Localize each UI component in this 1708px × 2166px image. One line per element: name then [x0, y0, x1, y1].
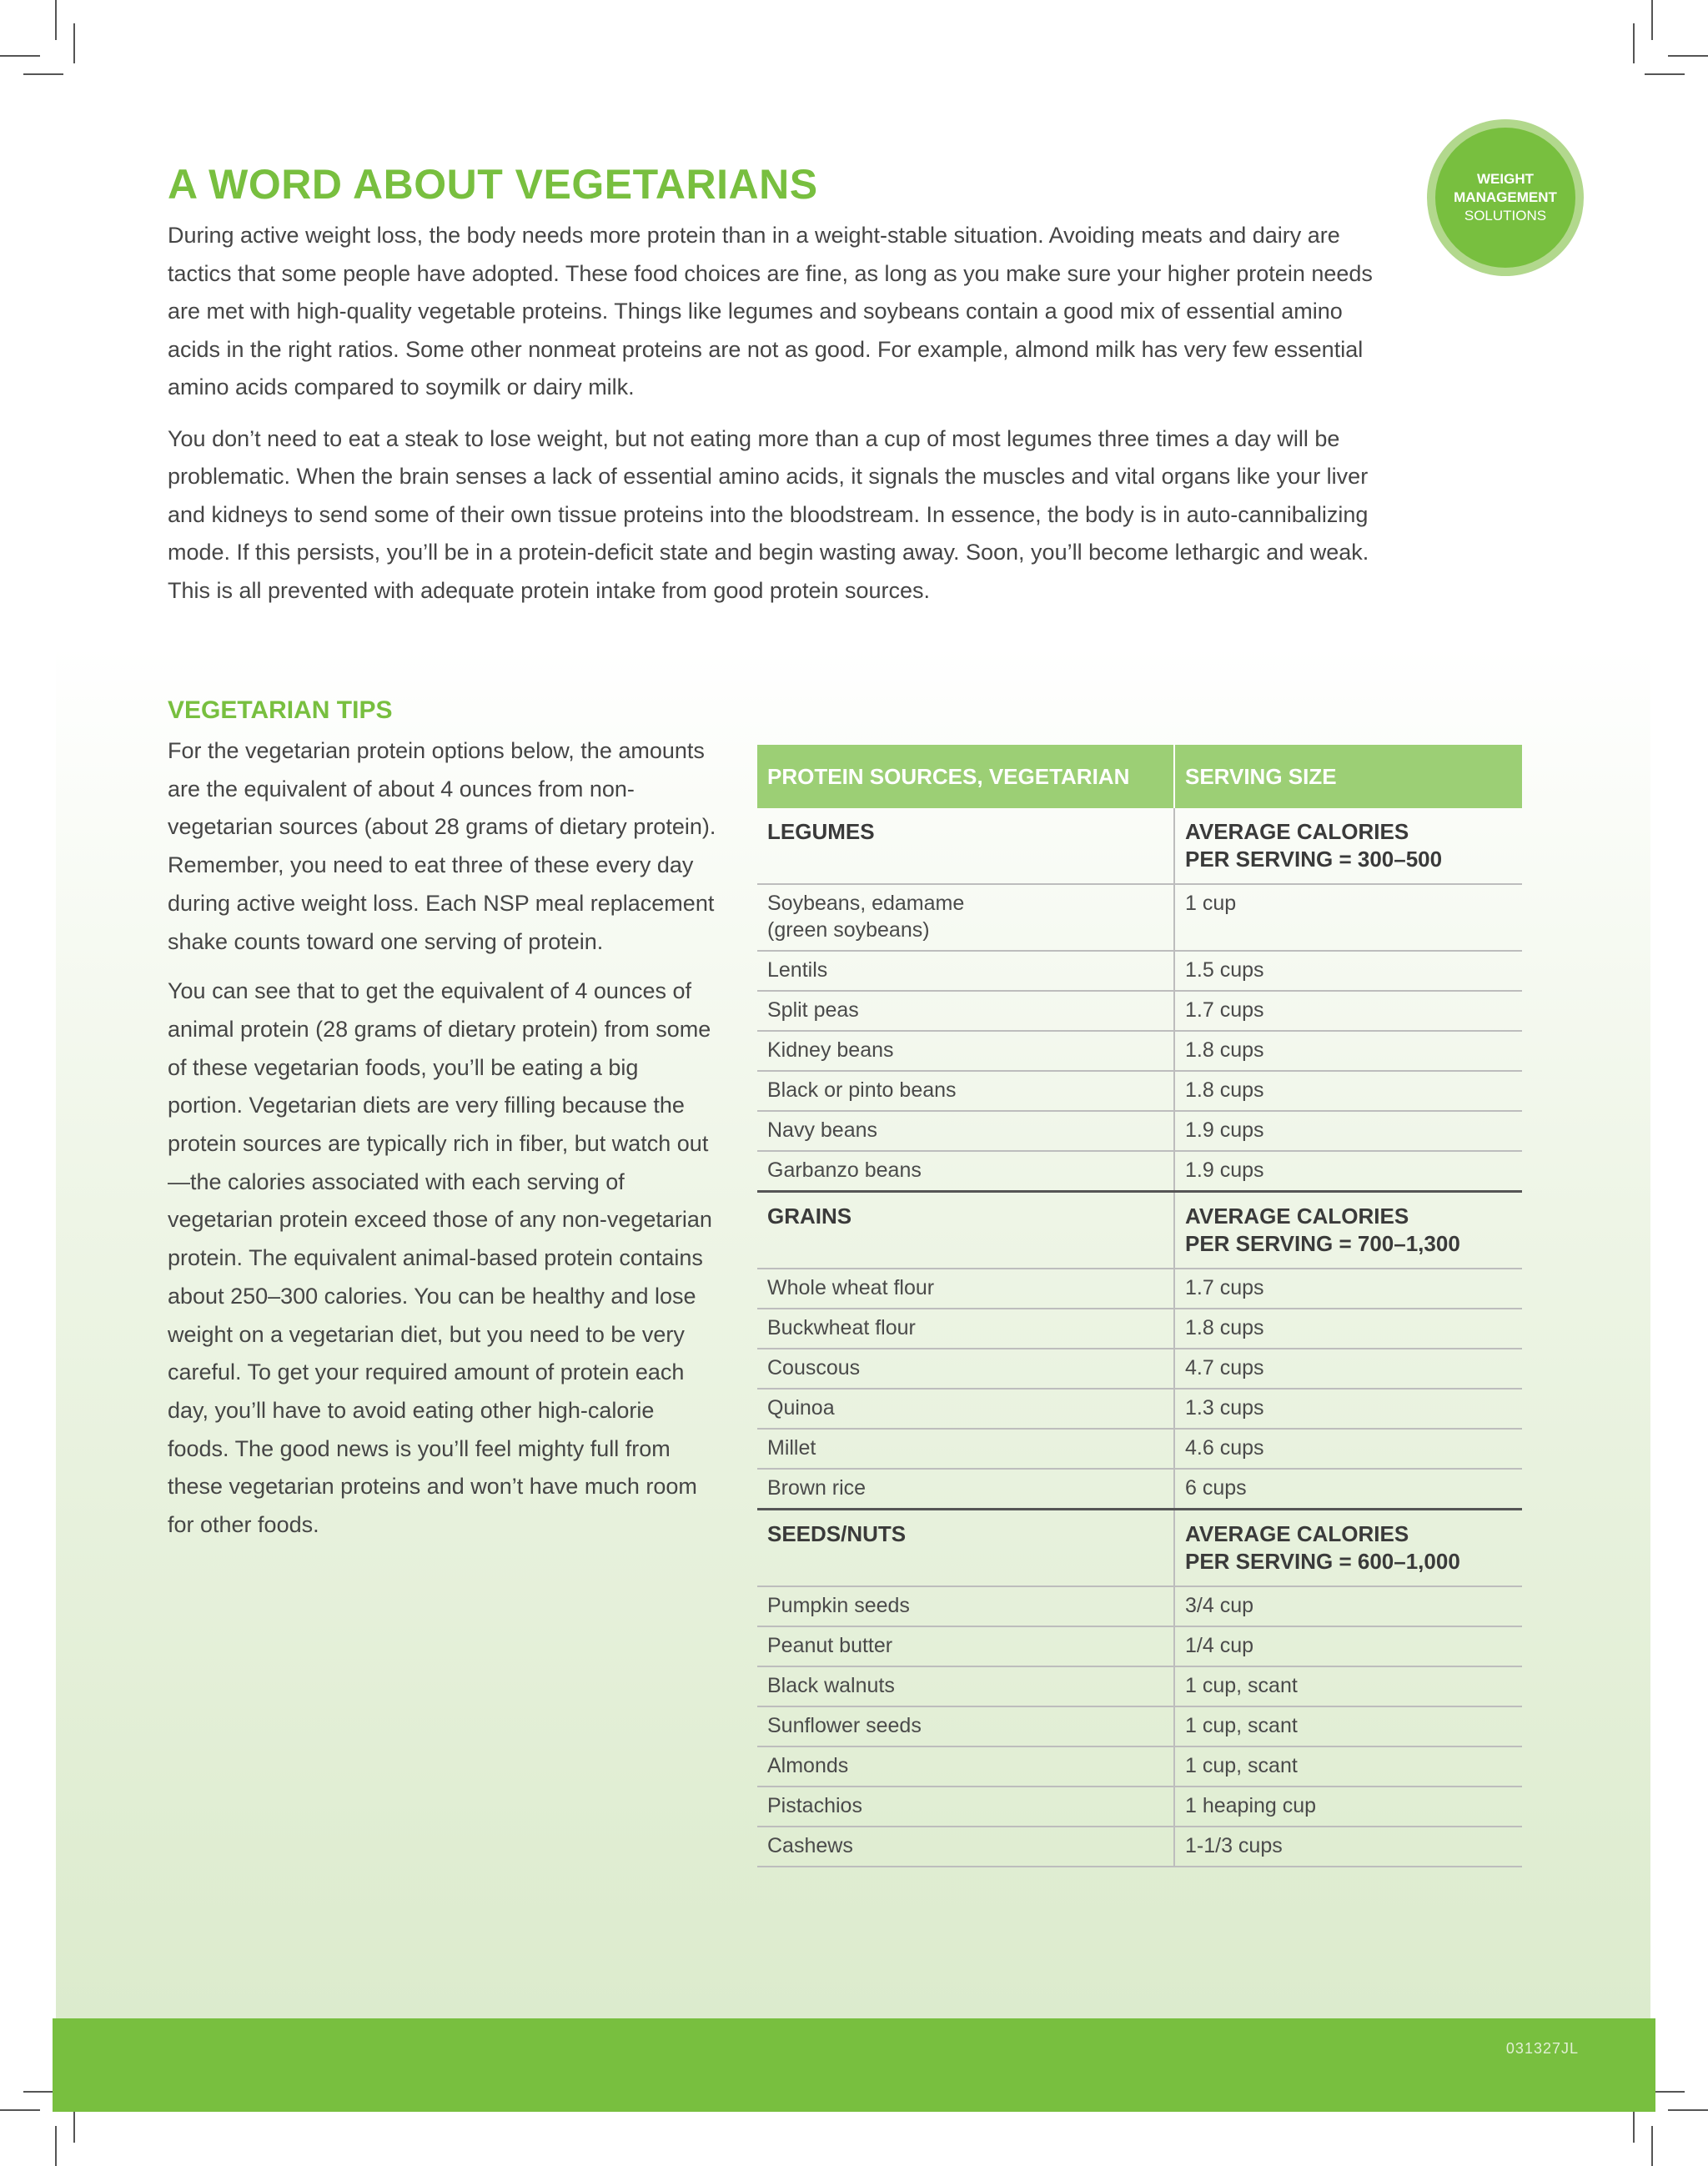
table-row	[757, 1349, 1522, 1389]
page-title: A WORD ABOUT VEGETARIANS	[168, 161, 818, 208]
table-row	[757, 1706, 1522, 1746]
calories-line: AVERAGE CALORIES	[1185, 819, 1409, 844]
serving-cell: 6 cups	[1174, 1469, 1522, 1510]
tips-paragraph: You can see that to get the equivalent of 4 ounces of animal protein (28 grams of dietary protein) from some of these vegetarian foods, you’ll be eating a big portion. Vegetarian diets are very filling because the protein sources are typically rich in fiber, but watch out—the calories associated with each serving of vegetarian protein exceed those of any non-vegetarian protein. The equivalent animal-based protein contains about 250–300 calories. You can be healthy and lose weight on a vegetarian diet, but you need to be very careful. To get your required amount of protein each day, you’ll have to avoid eating other high-calorie foods. The good news is you’ll feel mighty full from these vegetarian proteins and won’t have much room for other foods.	[168, 978, 712, 1538]
job-code: 031327JL	[1505, 2040, 1579, 2057]
section-calories	[1174, 1192, 1522, 1269]
table-row	[757, 1389, 1522, 1429]
food-name: Soybeans, edamame	[767, 892, 965, 915]
tips-paragraph: For the vegetarian protein options below, the amounts are the equivalent of about 4 ounces from non-vegetarian sources (about 28 grams of dietary protein). Remember, you need to eat three of these every day during active weight loss. Each NSP meal replacement shake counts toward one serving of protein.	[168, 738, 716, 954]
section-name: SEEDS/NUTS	[757, 1510, 1174, 1587]
crop-mark	[1668, 2109, 1708, 2111]
table-row	[757, 1111, 1522, 1151]
serving-cell: 1.7 cups	[1174, 991, 1522, 1031]
food-name-sub: (green soybeans)	[767, 918, 930, 942]
food-cell: Whole wheat flour	[757, 1269, 1174, 1309]
table-row	[757, 951, 1522, 991]
intro-paragraph: During active weight loss, the body needs more protein than in a weight-stable situation. Avoiding meats and dairy are tactics that some people have adopted. These food choices are fine, as long as you make sure your higher protein needs are met with high-quality vegetable proteins. Things like legumes and soybeans contain a good mix of essential amino acids in the right ratios. Some other nonmeat proteins are not as good. For example, almond milk has very few essential amino acids compared to soymilk or dairy milk.	[168, 223, 1373, 400]
footer-bar	[53, 2018, 1655, 2112]
serving-cell: 3/4 cup	[1174, 1586, 1522, 1626]
crop-mark	[0, 2109, 40, 2111]
calories-line: PER SERVING = 700–1,300	[1185, 1231, 1460, 1256]
table-row	[757, 1827, 1522, 1867]
crop-mark	[1651, 0, 1653, 40]
protein-sources-table	[757, 745, 1522, 1867]
section-row-seeds-nuts	[757, 1510, 1522, 1587]
food-cell: Couscous	[757, 1349, 1174, 1389]
section-name: GRAINS	[757, 1192, 1174, 1269]
intro-paragraph: You don’t need to eat a steak to lose weight, but not eating more than a cup of most legumes three times a day will be problematic. When the brain senses a lack of essential amino acids, it signals the muscles and vital organs like your liver and kidneys to send some of their own tissue proteins into the bloodstream. In essence, the body is in auto-cannibalizing mode. If this persists, you’ll be in a protein-deficit state and begin wasting away. Soon, you’ll become lethargic and weak. This is all prevented with adequate protein intake from good protein sources.	[168, 425, 1369, 603]
intro-text	[168, 217, 1385, 623]
serving-cell: 1.3 cups	[1174, 1389, 1522, 1429]
column-header: PROTEIN SOURCES, VEGETARIAN	[757, 745, 1174, 808]
food-cell: Quinoa	[757, 1389, 1174, 1429]
table-row	[757, 1746, 1522, 1787]
crop-mark	[1633, 23, 1635, 63]
food-cell: Millet	[757, 1429, 1174, 1469]
food-cell: Sunflower seeds	[757, 1706, 1174, 1746]
food-cell	[757, 884, 1174, 951]
calories-line: AVERAGE CALORIES	[1185, 1521, 1409, 1546]
serving-cell: 1.5 cups	[1174, 951, 1522, 991]
table-row	[757, 991, 1522, 1031]
food-cell: Almonds	[757, 1746, 1174, 1787]
table-row	[757, 1469, 1522, 1510]
tips-heading: VEGETARIAN TIPS	[168, 696, 393, 724]
table-row	[757, 1666, 1522, 1706]
crop-mark	[55, 2126, 57, 2166]
table-row	[757, 884, 1522, 951]
table-row	[757, 1309, 1522, 1349]
food-cell: Garbanzo beans	[757, 1151, 1174, 1192]
serving-cell: 1.8 cups	[1174, 1071, 1522, 1111]
crop-mark	[0, 55, 40, 57]
serving-cell: 1/4 cup	[1174, 1626, 1522, 1666]
food-cell: Lentils	[757, 951, 1174, 991]
table-row	[757, 1429, 1522, 1469]
badge-line: SOLUTIONS	[1464, 208, 1547, 224]
crop-mark	[1645, 73, 1685, 75]
food-cell: Buckwheat flour	[757, 1309, 1174, 1349]
food-cell: Peanut butter	[757, 1626, 1174, 1666]
badge-line: MANAGEMENT	[1454, 189, 1557, 205]
crop-mark	[1668, 55, 1708, 57]
serving-cell: 4.6 cups	[1174, 1429, 1522, 1469]
serving-cell: 1.8 cups	[1174, 1031, 1522, 1071]
food-cell: Cashews	[757, 1827, 1174, 1867]
table-row	[757, 1031, 1522, 1071]
weight-management-badge	[1435, 128, 1575, 268]
serving-cell: 1 cup, scant	[1174, 1746, 1522, 1787]
serving-cell: 1 heaping cup	[1174, 1787, 1522, 1827]
crop-mark	[1651, 2126, 1653, 2166]
serving-cell: 1.8 cups	[1174, 1309, 1522, 1349]
crop-mark	[55, 0, 57, 40]
section-row-legumes	[757, 808, 1522, 884]
tips-text	[168, 732, 718, 1556]
serving-cell: 1 cup	[1174, 884, 1522, 951]
serving-cell: 4.7 cups	[1174, 1349, 1522, 1389]
food-cell: Split peas	[757, 991, 1174, 1031]
serving-cell: 1 cup, scant	[1174, 1666, 1522, 1706]
food-cell: Kidney beans	[757, 1031, 1174, 1071]
serving-cell: 1.7 cups	[1174, 1269, 1522, 1309]
serving-cell: 1-1/3 cups	[1174, 1827, 1522, 1867]
table-header-row	[757, 745, 1522, 808]
section-row-grains	[757, 1192, 1522, 1269]
serving-cell: 1.9 cups	[1174, 1151, 1522, 1192]
food-cell: Navy beans	[757, 1111, 1174, 1151]
food-cell: Brown rice	[757, 1469, 1174, 1510]
calories-line: PER SERVING = 300–500	[1185, 847, 1443, 872]
section-calories	[1174, 808, 1522, 884]
crop-mark	[73, 23, 75, 63]
serving-cell: 1 cup, scant	[1174, 1706, 1522, 1746]
food-cell: Pumpkin seeds	[757, 1586, 1174, 1626]
section-calories	[1174, 1510, 1522, 1587]
table-row	[757, 1071, 1522, 1111]
table-row	[757, 1269, 1522, 1309]
section-name: LEGUMES	[757, 808, 1174, 884]
table-row	[757, 1586, 1522, 1626]
food-cell: Black or pinto beans	[757, 1071, 1174, 1111]
calories-line: AVERAGE CALORIES	[1185, 1204, 1409, 1229]
crop-mark	[23, 73, 63, 75]
table-row	[757, 1151, 1522, 1192]
serving-cell: 1.9 cups	[1174, 1111, 1522, 1151]
food-cell: Black walnuts	[757, 1666, 1174, 1706]
column-header: SERVING SIZE	[1174, 745, 1522, 808]
food-cell: Pistachios	[757, 1787, 1174, 1827]
badge-line: WEIGHT	[1477, 171, 1534, 187]
table-row	[757, 1787, 1522, 1827]
table-row	[757, 1626, 1522, 1666]
calories-line: PER SERVING = 600–1,000	[1185, 1549, 1460, 1574]
